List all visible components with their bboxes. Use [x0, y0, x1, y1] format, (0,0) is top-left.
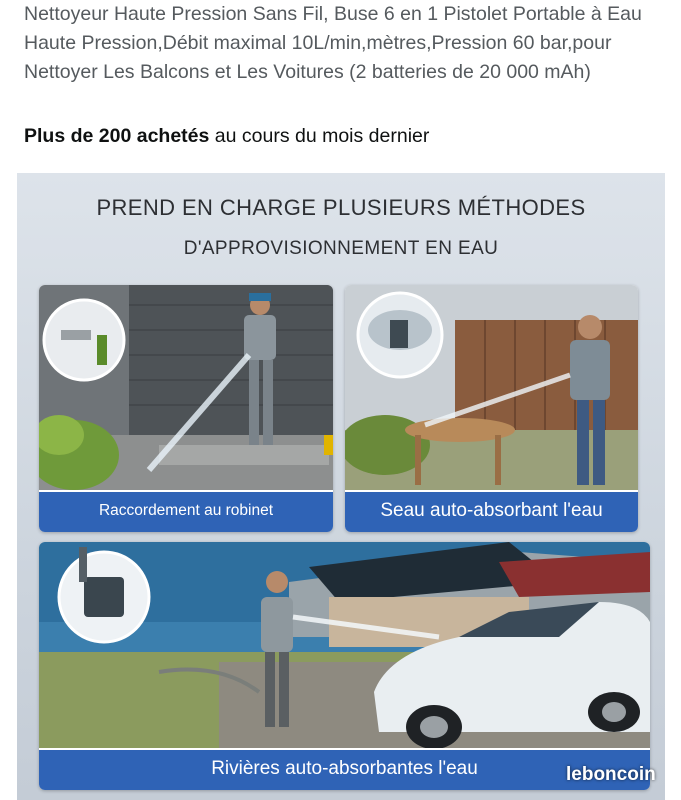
- purchase-count: [24, 125, 429, 148]
- purchase-count-rest: au cours du mois dernier: [209, 125, 430, 147]
- river-scene-image: [39, 542, 650, 750]
- leboncoin-watermark: leboncoin: [566, 764, 656, 785]
- card-faucet-connection: [39, 285, 333, 532]
- faucet-scene-image: [39, 285, 333, 492]
- product-title: Nettoyeur Haute Pression Sans Fil, Buse 6 en 1 Pistolet Portable à Eau Haute Pression,Débit maximal 10L/min,mètres,Pression 60 bar,pour Nettoyer Les Balcons et Les Voitures (2 batteries de 20 000 mAh): [24, 3, 642, 83]
- banner-heading-line2: D'APPROVISIONNEMENT EN EAU: [183, 238, 499, 259]
- card-bucket-caption: Seau auto-absorbant l'eau: [345, 490, 638, 532]
- purchase-count-bold: Plus de 200 achetés: [24, 125, 210, 147]
- bucket-scene-image: [345, 285, 638, 492]
- card-river-caption: Rivières auto-absorbantes l'eau: [39, 748, 650, 790]
- banner-heading-line1: PREND EN CHARGE PLUSIEURS MÉTHODES: [96, 195, 586, 220]
- product-image-banner[interactable]: [17, 173, 665, 800]
- card-faucet-caption: Raccordement au robinet: [39, 490, 333, 532]
- card-bucket-suction: [345, 285, 638, 532]
- card-river-suction: [39, 542, 650, 790]
